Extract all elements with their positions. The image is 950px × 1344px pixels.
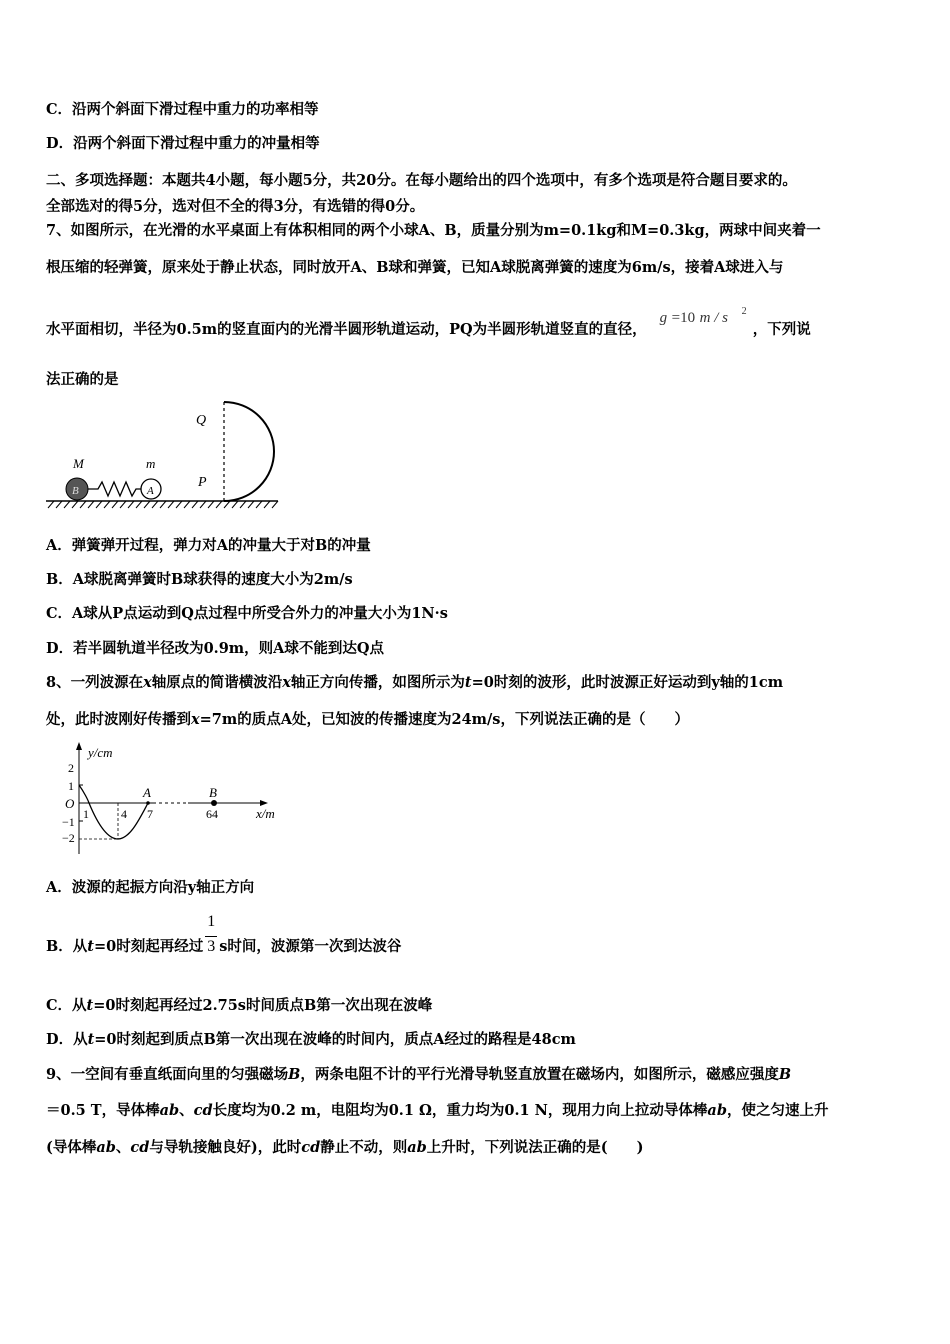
t: =0时刻起到质点B第一次出现在波峰的时间内，质点A经过的路程是48cm xyxy=(94,1031,576,1048)
x-tick-1: 1 xyxy=(83,807,89,821)
x-tick-7: 7 xyxy=(147,807,153,821)
g-exponent: 2 xyxy=(741,306,747,317)
ball-b-label: B xyxy=(72,485,79,497)
t: 8、一列波源在 xyxy=(46,674,144,691)
t: 静止不动，则 xyxy=(320,1139,408,1156)
t: 9、一空间有垂直纸面向里的匀强磁场 xyxy=(46,1066,289,1083)
t: t xyxy=(87,1031,95,1048)
t: 、 xyxy=(115,1139,131,1156)
label-q: Q xyxy=(196,413,207,428)
t: D．从 xyxy=(46,1031,88,1048)
t: =0时刻的波形，此时波源正好运动到y轴的1cm xyxy=(471,674,784,691)
t: ab xyxy=(96,1139,116,1156)
q7-option-c: C．A球从P点运动到Q点过程中所受合外力的冲量大小为1N·s xyxy=(46,605,448,622)
fraction-one-third xyxy=(203,913,219,957)
q7-stem-line1: 7、如图所示，在光滑的水平桌面上有体积相同的两个小球A、B，质量分别为m=0.1kg和M=0.3kg，两球中间夹着一 xyxy=(46,222,821,239)
q9-stem-line2 xyxy=(46,1101,828,1121)
q8-stem-line1 xyxy=(46,673,783,693)
x-axis-label: x/m xyxy=(256,806,275,821)
t: cd xyxy=(130,1139,150,1156)
t: 轴原点的简谐横波沿 xyxy=(151,674,283,691)
t: B xyxy=(778,1066,792,1083)
label-small-m: m xyxy=(146,456,156,471)
t: t xyxy=(87,938,94,955)
q8-wave-figure xyxy=(56,740,288,856)
q7-stem-line3 xyxy=(46,306,811,340)
t: cd xyxy=(193,1102,213,1119)
t: 、 xyxy=(179,1102,194,1119)
t: =7m的质点A处，已知波的传播速度为24m/s，下列说法正确的是（ ） xyxy=(199,711,689,728)
x-tick-4: 4 xyxy=(121,807,127,821)
q7-option-a: A．弹簧弹开过程，弹力对A的冲量大于对B的冲量 xyxy=(46,537,371,554)
q7-stem-line3-text: 水平面相切，半径为0.5m的竖直面内的光滑半圆形轨道运动，PQ为半圆形轨道竖直的直径， xyxy=(46,321,647,338)
t: ＝0.5 T，导体棒 xyxy=(46,1102,160,1119)
t: t xyxy=(86,997,94,1014)
t: s时间，波源第一次到达波谷 xyxy=(219,938,402,955)
ball-a-label: A xyxy=(147,485,154,497)
q8-option-b xyxy=(46,913,402,957)
t: 长度均为0.2 m，电阻均为0.1 Ω，重力均为0.1 N，现用力向上拉动导体棒 xyxy=(212,1102,708,1119)
t: ，使之匀速上升 xyxy=(726,1102,829,1119)
q7-stem-line3-end: ，下列说 xyxy=(752,321,811,338)
q7-option-d: D．若半圆轨道半径改为0.9m，则A球不能到达Q点 xyxy=(46,640,385,657)
t: t xyxy=(464,674,472,691)
t: ，两条电阻不计的平行光滑导轨竖直放置在磁场内，如图所示，磁感应强度 xyxy=(300,1066,779,1083)
t: C．从 xyxy=(46,997,87,1014)
option-d-q6: D．沿两个斜面下滑过程中重力的冲量相等 xyxy=(46,135,320,152)
q8-stem-line2 xyxy=(46,710,689,730)
fraction-denominator: 3 xyxy=(207,938,216,955)
t: x xyxy=(143,674,152,691)
section-heading-line2: 全部选对的得5分，选对但不全的得3分，有选错的得0分。 xyxy=(46,198,425,215)
t: x xyxy=(191,711,200,728)
g-unit: m / s xyxy=(699,310,729,326)
q8-option-a: A．波源的起振方向沿y轴正方向 xyxy=(46,879,255,896)
q9-stem-line3 xyxy=(46,1138,644,1158)
point-b-dot xyxy=(211,800,217,806)
section-heading: 二、多项选择题：本题共4小题，每小题5分，共20分。在每小题给出的四个选项中，有多个选项是符合题目要求的。 xyxy=(46,172,797,189)
point-a-label: A xyxy=(143,785,151,800)
t: cd xyxy=(301,1139,321,1156)
g-eq: =10 xyxy=(671,310,696,326)
y-tick-1: 1 xyxy=(68,779,74,793)
y-tick-neg2: −2 xyxy=(62,831,75,845)
t: ab xyxy=(159,1102,180,1119)
wave-curve xyxy=(79,785,148,839)
spring xyxy=(88,482,141,496)
q8-option-c xyxy=(46,996,432,1016)
t: x xyxy=(282,674,291,691)
y-axis-arrow xyxy=(76,742,82,750)
q9-stem-line1 xyxy=(46,1065,791,1085)
point-a-dot xyxy=(146,801,150,805)
t: 轴正方向传播，如图所示为 xyxy=(290,674,465,691)
ground-hatch xyxy=(48,501,278,508)
y-tick-neg1: −1 xyxy=(62,815,75,829)
t: B．从 xyxy=(46,938,88,955)
y-tick-2: 2 xyxy=(68,761,74,775)
q7-stem-line2: 根压缩的轻弹簧，原来处于静止状态，同时放开A、B球和弹簧，已知A球脱离弹簧的速度为6m/s，接着A球进入与 xyxy=(46,259,784,276)
t: (导体棒 xyxy=(46,1139,97,1156)
g-symbol: g xyxy=(659,310,668,326)
t: =0时刻起再经过 xyxy=(93,938,204,955)
t: 上升时，下列说法正确的是( ) xyxy=(426,1139,644,1156)
q8-option-d xyxy=(46,1030,576,1050)
gravity-formula xyxy=(652,308,748,328)
point-b-x: 64 xyxy=(206,807,218,821)
option-c-q6: C．沿两个斜面下滑过程中重力的功率相等 xyxy=(46,101,319,118)
q7-figure xyxy=(44,398,284,516)
origin-label: O xyxy=(65,796,75,811)
fraction-numerator: 1 xyxy=(207,913,216,930)
q7-stem-line4: 法正确的是 xyxy=(46,371,119,388)
t: =0时刻起再经过2.75s时间质点B第一次出现在波峰 xyxy=(93,997,433,1014)
t: B xyxy=(288,1066,301,1083)
label-big-m: M xyxy=(73,456,84,471)
y-axis-label: y/cm xyxy=(88,745,113,760)
label-p: P xyxy=(198,475,207,490)
t: ab xyxy=(707,1102,727,1119)
q7-option-b: B．A球脱离弹簧时B球获得的速度大小为2m/s xyxy=(46,571,353,588)
t: 与导轨接触良好)，此时 xyxy=(149,1139,302,1156)
point-b-label: B xyxy=(209,785,217,800)
t: ab xyxy=(407,1139,427,1156)
semicircle-track xyxy=(224,402,274,501)
t: 处，此时波刚好传播到 xyxy=(46,711,191,728)
